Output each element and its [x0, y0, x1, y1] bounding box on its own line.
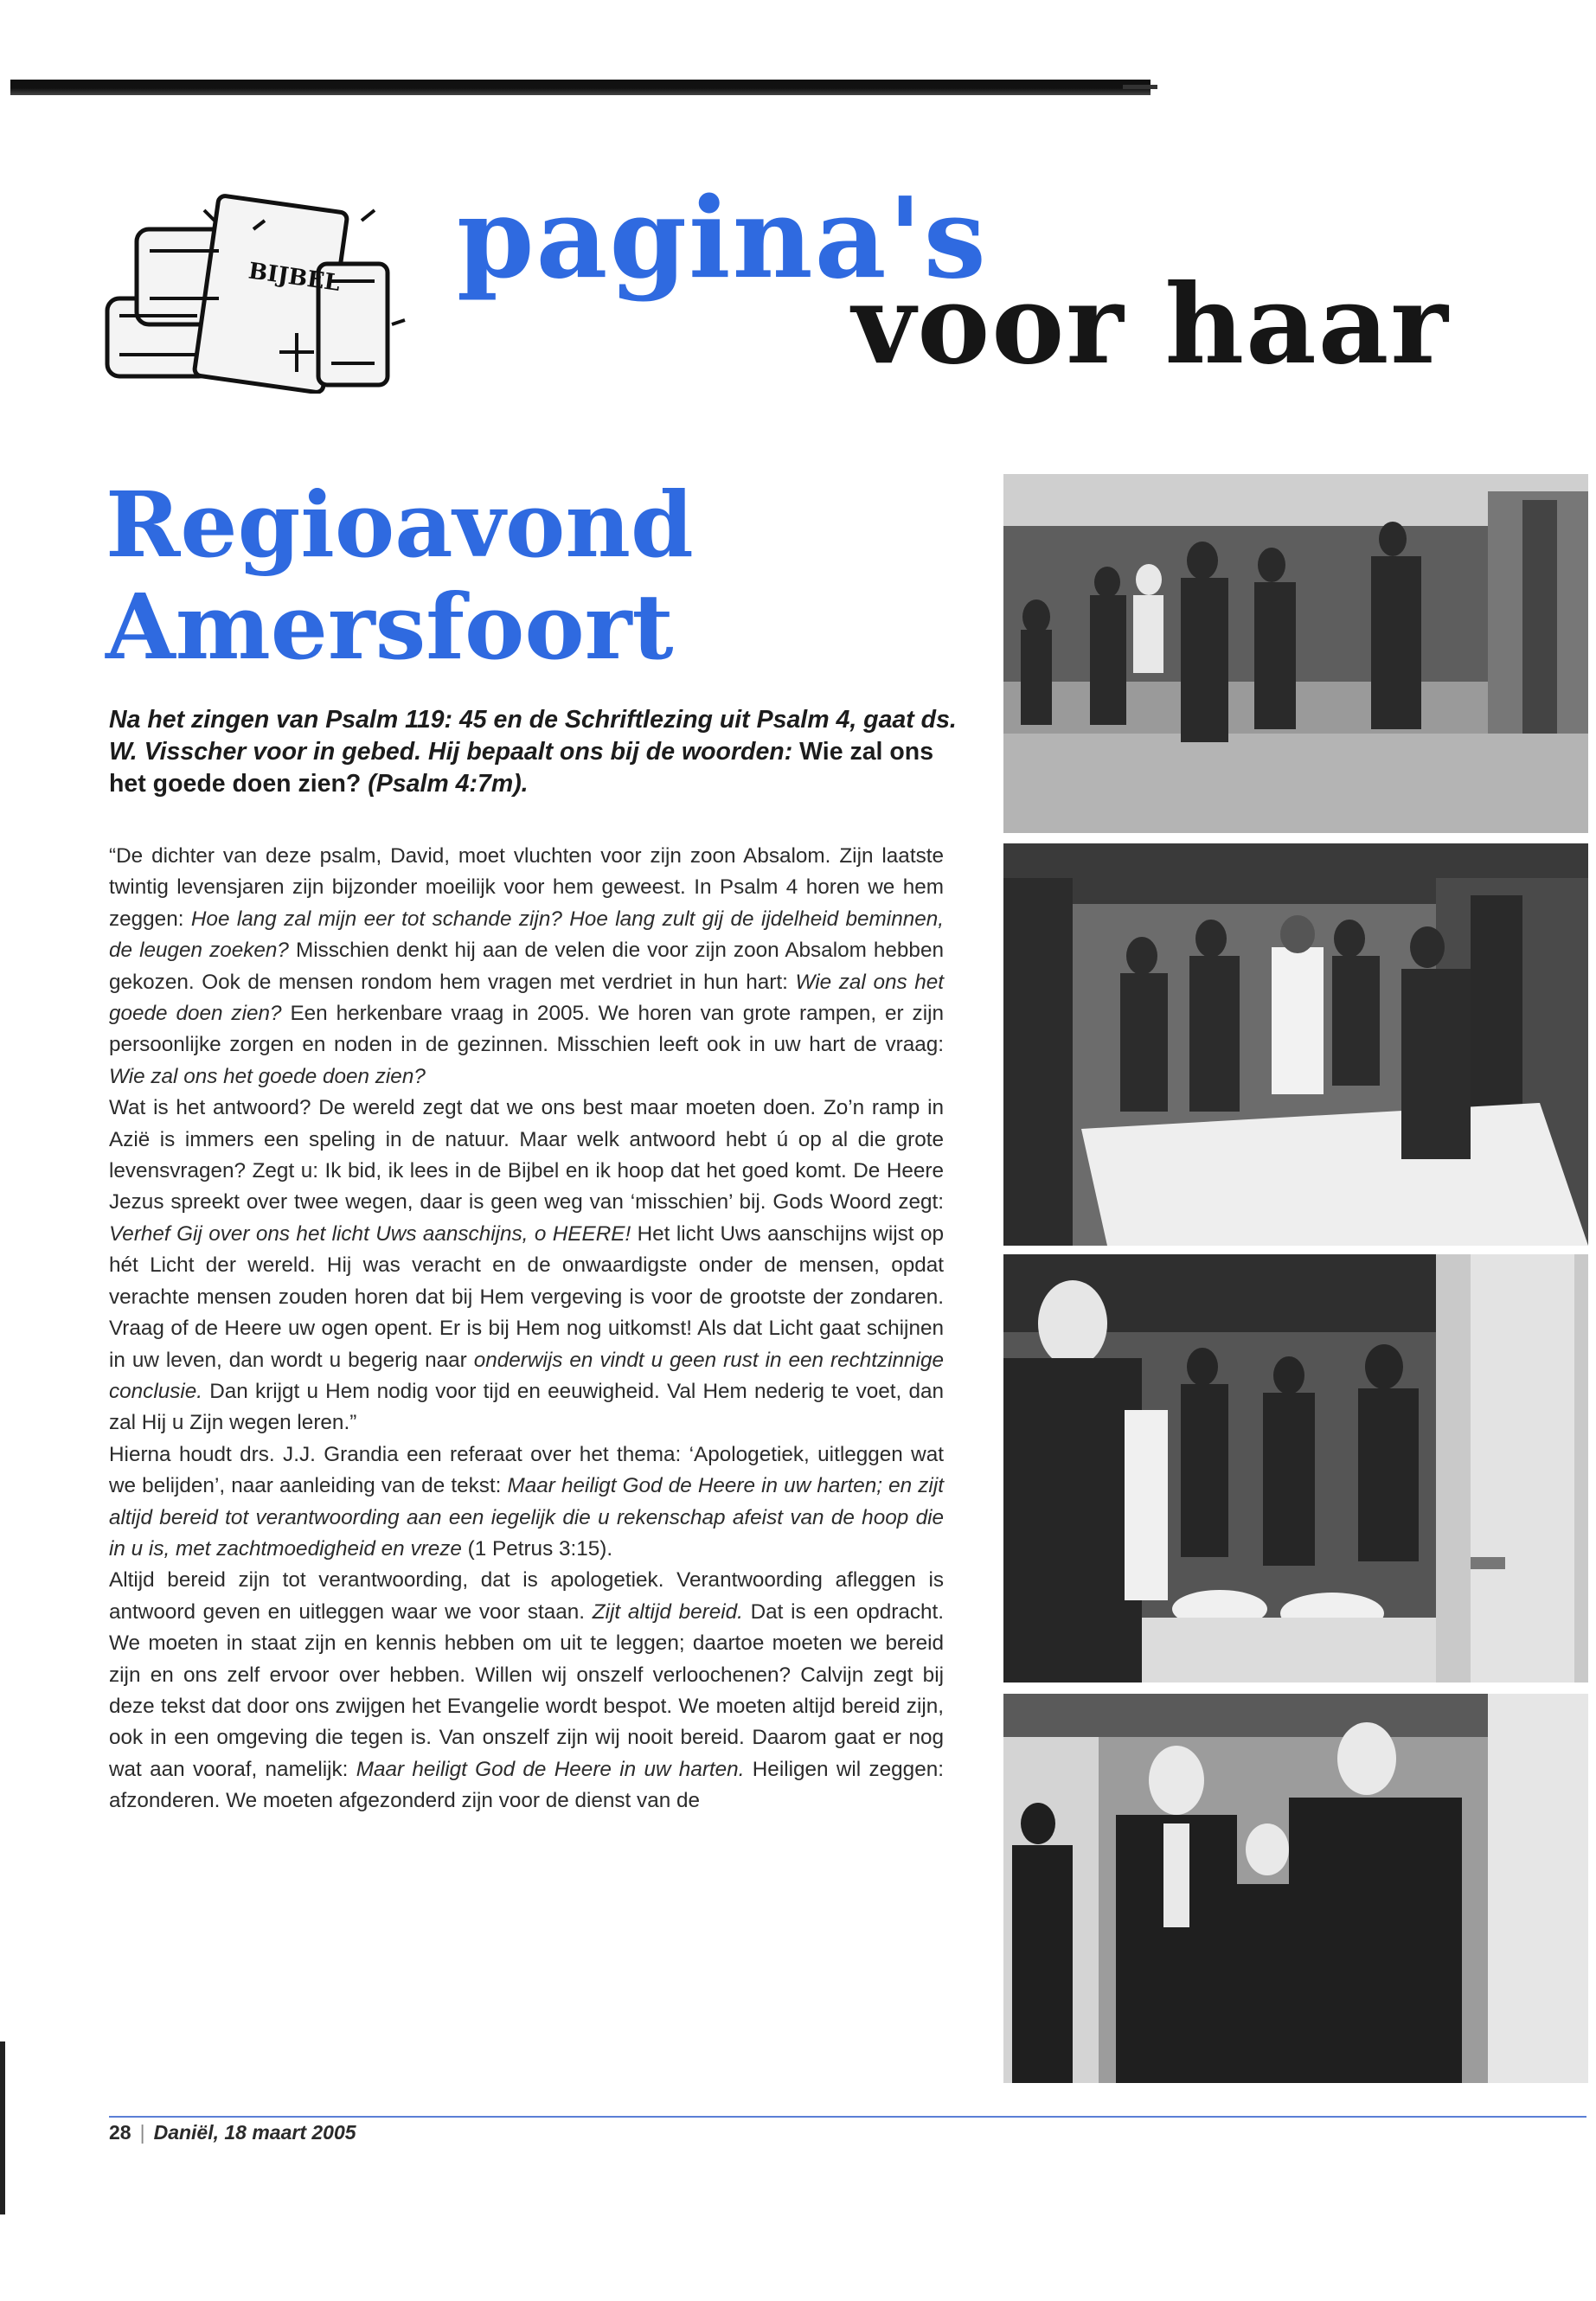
p4-quote-d: Maar heiligt God de Heere in uw harten.: [356, 1757, 745, 1781]
p3-text-a: Hierna houdt drs. J.J. Grandia een referaat over het thema: ‘Apologetiek, uitleggen wat we belijden’, naar aanleiding van de tekst:: [109, 1442, 944, 1498]
book-label: BIJBEL: [247, 258, 342, 297]
p3-text-c: (1 Petrus 3:15).: [467, 1536, 613, 1561]
section-brand-line2: voor haar: [852, 260, 1450, 388]
p1-text-e: Een herkenbare vraag in 2005. We horen van grote rampen, er zijn persoonlijke zorgen en noden in de gezinnen. Misschien leeft ook in uw hart de vraag:: [109, 1002, 945, 1057]
article-title-line2: Amersfoort: [106, 574, 674, 680]
p1-text-a: “De dichter van deze psalm, David, moet vluchten voor zijn zoon Absalom. Zijn laatste twintig levensjaren zijn bijzonder moeilijk voor hem geweest. In Psalm 4 horen we hem zeggen:: [109, 844, 944, 931]
intro-quote: Wie zal ons het goede doen zien?: [109, 738, 934, 798]
scan-edge: [0, 2041, 5, 2214]
publication-info: Daniël, 18 maart 2005: [153, 2121, 356, 2144]
p2-quote-b: Verhef Gij over ons het licht Uws aanschijns, o HEERE!: [109, 1221, 631, 1246]
p2-text-c: Het licht Uws aanschijns wijst op hét Licht der wereld. Hij was veracht en de onwaardigste onder de mensen, opdat verachte mensen zouden horen dat bij Hem vergeving is voor de grootste der zondaren. Vraag of de Heere uw ogen opent. Er is bij Hem nog uitkomst! Als dat Licht gaat schijnen in uw leven, dan wordt u begerig naar: [109, 1221, 944, 1372]
photo-reception: [1003, 1254, 1588, 1682]
article-title-line1: Regioavond: [106, 471, 694, 578]
article-title: [106, 471, 971, 680]
intro-ref: (Psalm 4:7m).: [368, 770, 529, 798]
p4-quote-b: Zijt altijd bereid.: [592, 1599, 743, 1624]
section-brand-line1: pagina's: [457, 174, 988, 304]
p4-text-a: Altijd bereid zijn tot verantwoording, dat is apologetiek. Verantwoording afleggen is antwoord geven en uitleggen waar we voor staan.: [109, 1568, 944, 1624]
footer-rule: [109, 2116, 1586, 2118]
p4-text-e: Heiligen wil zeggen: afzonderen. We moeten afgezonderd zijn voor de dienst van de: [109, 1757, 944, 1813]
intro-lead: Na het zingen van Psalm 119: 45 en de Schriftlezing uit Psalm 4, gaat ds. W. Visscher voor in gebed. Hij bepaalt ons bij de woorden:: [109, 706, 957, 766]
body-paragraph: [109, 1565, 944, 1817]
body-paragraph: [109, 841, 944, 1093]
p1-quote-f: Wie zal ons het goede doen zien?: [109, 1064, 426, 1088]
p4-text-c: Dat is een opdracht. We moeten in staat zijn en kennis hebben om uit te leggen; daartoe moeten we bereid zijn en ons zelf ervoor over hebben. Willen wij onszelf verloochenen? Calvijn zegt bij deze tekst dat door ons zwijgen het Evangelie wordt bespot. We moeten altijd bereid zijn, ook in een omgeving die tegen is. Van onszelf zijn wij nooit bereid. Daarom gaat er nog wat aan vooraf, namelijk:: [109, 1599, 944, 1781]
article-body: [109, 841, 944, 1817]
page-number: 28: [109, 2121, 131, 2144]
bible-books-logo: [102, 169, 413, 394]
footer-separator: |: [139, 2121, 145, 2144]
body-paragraph: [109, 1093, 944, 1439]
page-footer: [109, 2121, 356, 2144]
p1-text-c: Misschien denkt hij aan de velen die voor zijn zoon Absalom hebben gekozen. Ook de mensen rondom hem vragen met verdriet in hun hart:: [109, 939, 944, 994]
p3-quote-b: Maar heiligt God de Heere in uw harten; en zijt altijd bereid tot verantwoording aan een iegelijk die u rekenschap afeist van de hoop die in u is, met zachtmoedigheid en vreze: [109, 1474, 944, 1561]
photo-book-table: [1003, 843, 1588, 1246]
p2-text-a: Wat is het antwoord? De wereld zegt dat we ons best maar moeten doen. Zo’n ramp in Azië is immers een speling in de natuur. Maar welk antwoord hebt ú op al die grote levensvragen? Zegt u: Ik bid, ik lees in de Bijbel en ik hoop dat het goed komt. De Heere Jezus spreekt over twee wegen, daar is geen weg van ‘misschien’ bij. Gods Woord zegt:: [109, 1096, 944, 1215]
body-paragraph: [109, 1439, 944, 1566]
photo-lobby-gathering: [1003, 474, 1588, 833]
photo-conversation: [1003, 1694, 1588, 2083]
p1-quote-d: Wie zal ons het goede doen zien?: [109, 970, 945, 1026]
p2-text-e: Dan krijgt u Hem nodig voor tijd en eeuwigheid. Val Hem nederig te voet, dan zal Hij u Zijn wegen leren.”: [109, 1379, 944, 1435]
header-rule: [10, 80, 1151, 95]
p2-quote-d: onderwijs en vindt u geen rust in een rechtzinnige conclusie.: [109, 1348, 944, 1403]
p1-quote-b: Hoe lang zal mijn eer tot schande zijn? Hoe lang zult gij de ijdelheid beminnen, de leugen zoeken?: [109, 907, 944, 963]
article-intro: [109, 704, 974, 800]
